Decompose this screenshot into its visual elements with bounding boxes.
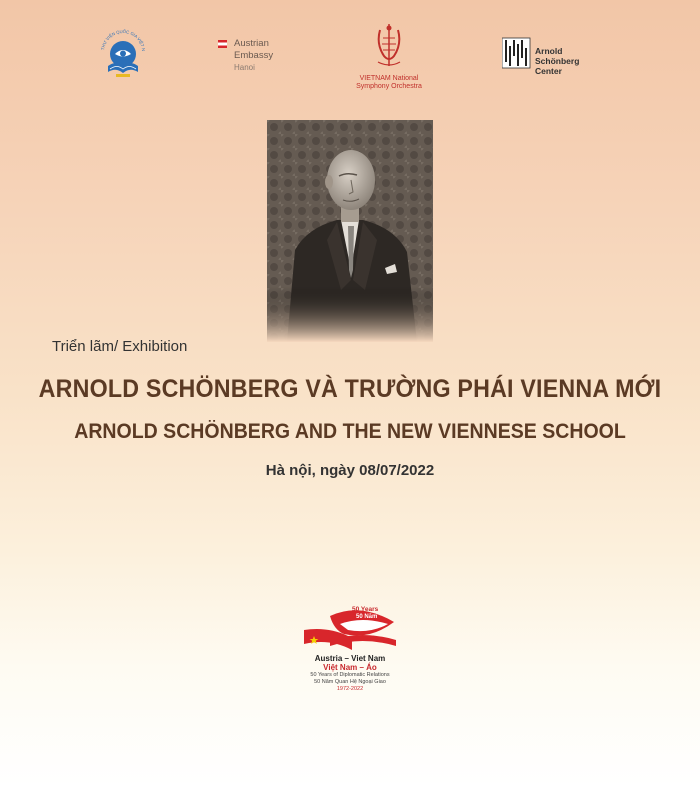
embassy-line-3: Hanoi: [234, 63, 255, 72]
schonberg-portrait: [267, 120, 433, 342]
ribbon-years-text: 50 Years: [352, 606, 379, 613]
schonberg-center-logo: [502, 36, 592, 75]
title-english: ARNOLD SCHÖNBERG AND THE NEW VIENNESE SCHOOL: [74, 420, 626, 443]
title-vietnamese: ARNOLD SCHÖNBERG VÀ TRƯỜNG PHÁI VIENNA MỚI: [38, 375, 662, 403]
embassy-line-1: Austrian: [234, 38, 269, 49]
asc-line-3: Center: [535, 66, 562, 76]
anniv-nam-quan-he: 50 Năm Quan Hệ Ngoại Giao: [314, 679, 386, 685]
piano-bars-icon: [502, 36, 532, 70]
lyre-icon: [374, 22, 404, 68]
portrait-photo-icon: [267, 120, 433, 342]
vnso-line-2: Symphony Orchestra: [356, 83, 422, 90]
exhibition-date: Hà nội, ngày 08/07/2022: [265, 462, 435, 479]
vnso-logo: [344, 22, 434, 91]
asc-line-1: Arnold: [535, 46, 563, 56]
national-library-logo: [96, 22, 150, 82]
ribbon-nam-text: 50 Năm: [356, 614, 378, 620]
austrian-embassy-logo: [218, 38, 298, 74]
svg-text:THƯ VIỆN QUỐC GIA VIỆT NAM: THƯ VIỆN QUỐC GIA VIỆT N: [100, 28, 147, 52]
asc-line-2: Schönberg: [535, 56, 580, 66]
anniv-vietnam-ao: Việt Nam – Áo: [323, 663, 377, 672]
library-emblem-icon: [96, 22, 150, 82]
vnso-line-1: VIETNAM National: [359, 75, 419, 82]
anniv-austria-vietnam: Austria – Viet Nam: [314, 654, 386, 663]
anniversary-logo: [290, 600, 410, 693]
anniv-years-relations: 50 Years of Diplomatic Relations: [310, 672, 390, 678]
austria-flag-icon: [218, 40, 227, 48]
embassy-line-2: Embassy: [234, 50, 274, 61]
anniversary-ribbon-icon: [300, 600, 400, 652]
exhibition-subtitle: Triển lãm/ Exhibition: [52, 338, 188, 355]
anniv-year-range: 1972-2022: [336, 686, 364, 692]
